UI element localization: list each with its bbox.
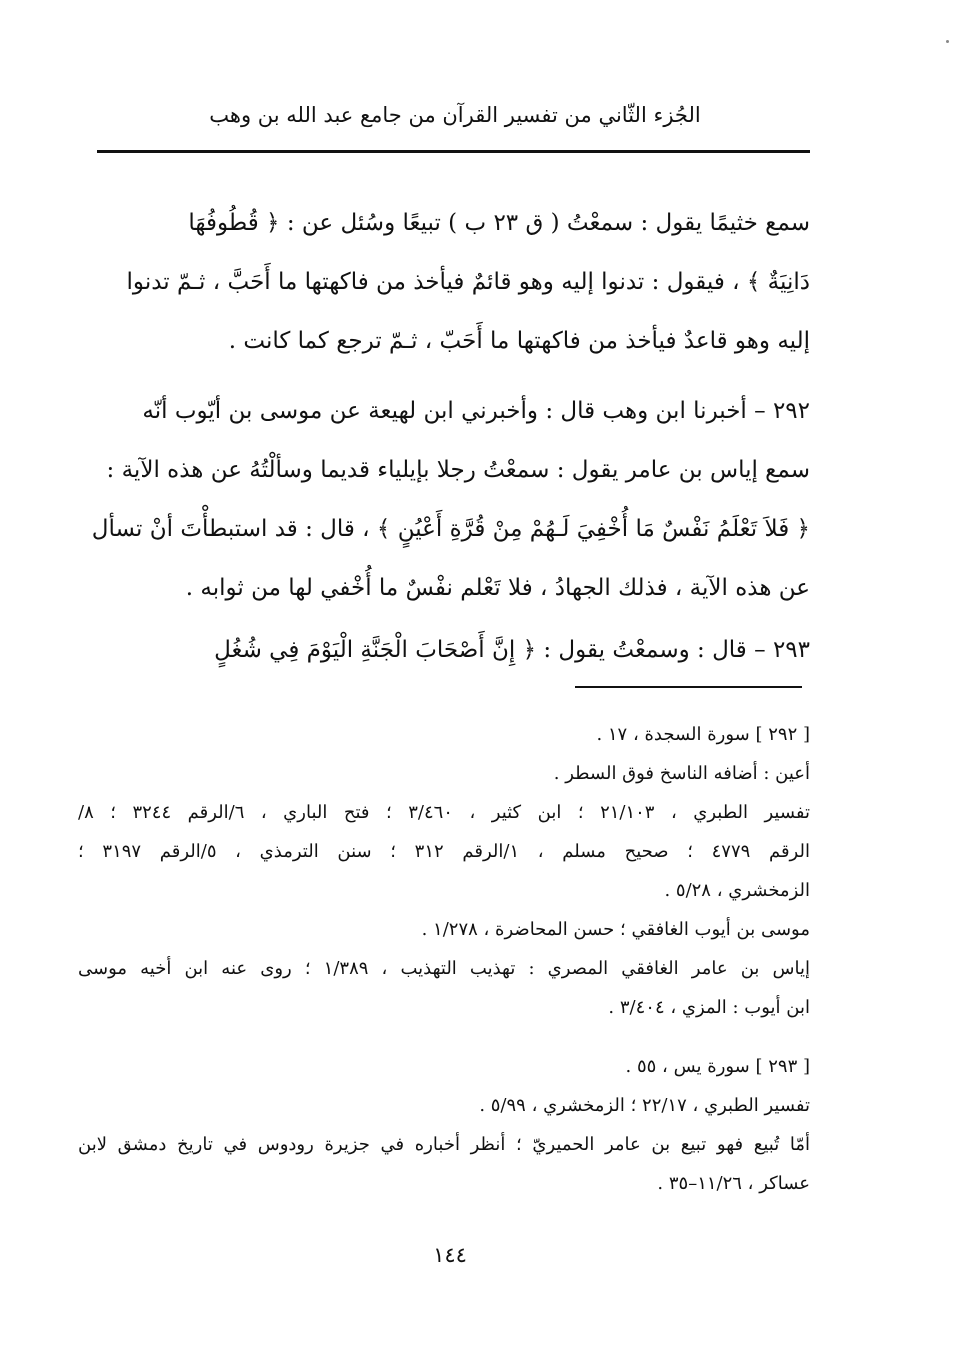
footnote-line: الرقم ٤٧٧٩ ؛ صحيح مسلم ، ١/الرقم ٣١٢ ؛ سنن الترمذي ، ٥/الرقم ٣١٩٧ ؛ [78, 841, 810, 862]
footnotes-292 [78, 715, 810, 1027]
footnote-line: ابن أيوب : المزي ، ٣/٤٠٤ . [608, 997, 810, 1018]
footnote-line: عساكر ، ١١/٢٦–٣٥ . [657, 1173, 810, 1194]
footnote-line: موسى بن أيوب الغافقي ؛ حسن المحاضرة ، ١/٢٧٨ . [421, 919, 810, 940]
text-line: ٢٩٢ – أخبرنا ابن وهب قال : وأخبرني ابن لهيعة عن موسى بن أيّوب أنّه [142, 398, 810, 424]
paragraph-292 [88, 382, 810, 618]
page-number: ١٤٤ [433, 1243, 467, 1267]
text-line: عن هذه الآية ، فذلك الجهادُ ، فلا تَعْلم نفْسٌ ما أُخْفي لها من ثوابه . [185, 575, 810, 601]
text-line: دَانِيَةٌ ﴾ ، فيقول : تدنوا إليه وهو قائمٌ فيأخذ من فاكهتها ما أَحَبَّ ، ثـمّ تدنوا [126, 269, 810, 295]
footnote-line: الزمخشري ، ٥/٢٨ . [664, 880, 810, 901]
text-line: ﴿ فَلاَ تَعْلَمُ نَفْسٌ مَا أُخْفِيَ لَـهُمْ مِنْ قُرَّةِ أَعْيُنٍ ﴾ ، قال : قد استبطأْتَ أنْ تسأل [91, 516, 810, 542]
header-rule [97, 150, 810, 153]
footnote-line: [ ٢٩٣ ] سورة يس ، ٥٥ . [625, 1056, 810, 1077]
paragraph-1 [88, 194, 810, 371]
footnotes-293 [78, 1047, 810, 1203]
footnote-line: تفسير الطبري ، ٢١/١٠٣ ؛ ابن كثير ، ٣/٤٦٠ ؛ فتح الباري ، ٦/الرقم ٣٢٤٤ ؛ ٨/ [78, 802, 810, 823]
text-line: سمع إياس بن عامر يقول : سمعْتُ رجلا بإيلياء قديما وسألْتُهُ عن هذه الآية : [106, 457, 810, 483]
text-line: إليه وهو قاعدٌ فيأخذ من فاكهتها ما أَحَبّ ، ثـمّ ترجع كما كانت . [228, 328, 810, 354]
paragraph-293 [88, 625, 810, 675]
running-header: الجُزء الثّاني من تفسير القرآن من جامع عبد الله بن وهب [209, 103, 701, 127]
footnote-line: إياس بن عامر الغافقي المصري : تهذيب التهذيب ، ١/٣٨٩ ؛ روى عنه ابن أخيه موسى [78, 958, 810, 979]
footnote-line: [ ٢٩٢ ] سورة السجدة ، ١٧ . [596, 724, 810, 745]
footnote-line: أمّا تُبيع فهو تبيع بن عامر الحميريّ ؛ أنظر أخباره في جزيرة رودوس في تاريخ دمشق لابن [78, 1134, 810, 1155]
footnote-rule [575, 686, 802, 688]
text-line: سمع خثيمًا يقول : سمعْتُ ( ق ٢٣ ب ) تبيعًا وسُئل عن : ﴿ قُطُوفُهَا [188, 210, 810, 236]
scan-speck [946, 40, 949, 43]
text-line: ٢٩٣ – قال : وسمعْتُ يقول : ﴿ إِنَّ أَصْحَابَ الْجَنَّةِ الْيَوْمَ فِي شُغُلٍ [214, 637, 810, 663]
footnote-line: أعين : أضافه الناسخ فوق السطر . [553, 763, 810, 784]
footnote-line: تفسير الطبري ، ٢٢/١٧ ؛ الزمخشري ، ٥/٩٩ . [479, 1095, 810, 1116]
